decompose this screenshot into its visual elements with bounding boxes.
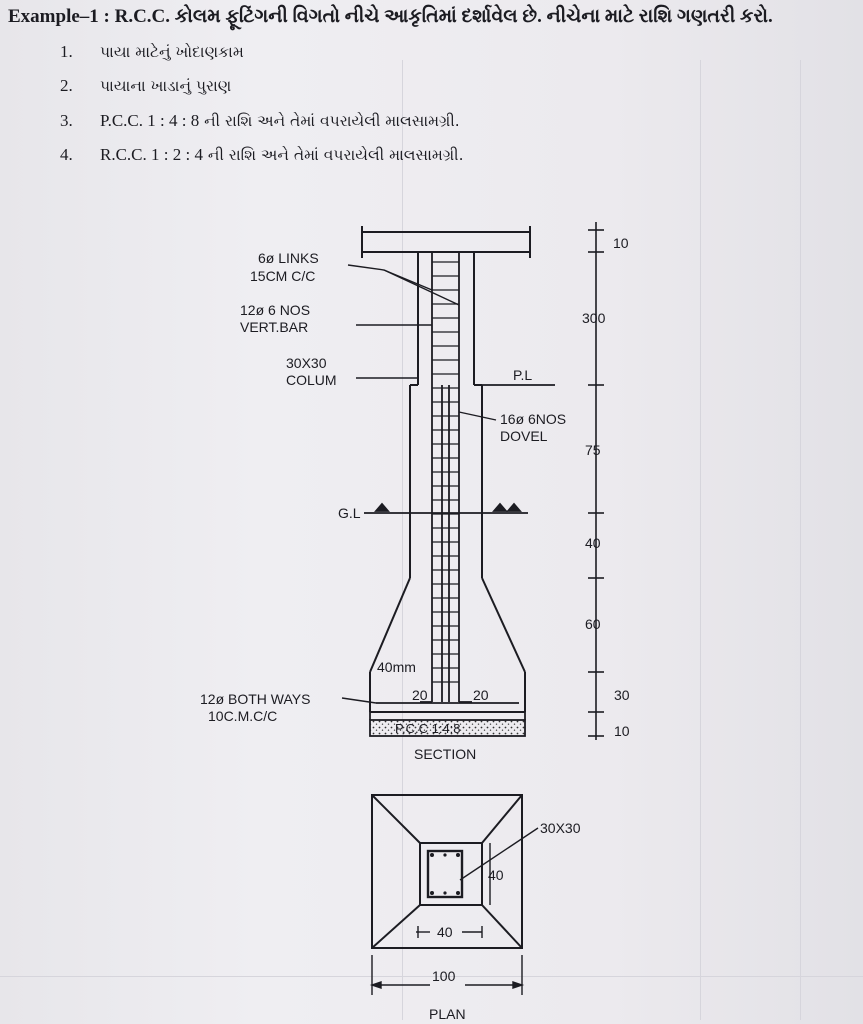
- offset-label-left: 20: [412, 687, 428, 703]
- task-number: 2.: [60, 76, 73, 95]
- pcc-label: P.C.C 1:4:8: [395, 721, 461, 736]
- dimension-value: 10: [614, 723, 630, 739]
- ground-level-line: [364, 504, 528, 513]
- mesh-label: 12ø BOTH WAYS: [200, 691, 311, 707]
- ground-level-label: G.L: [338, 505, 361, 521]
- column-links: [432, 262, 459, 682]
- column-size-label: 30X30: [286, 355, 327, 371]
- offset-label-right: 20: [473, 687, 489, 703]
- vertical-bar-label: 12ø 6 NOS: [240, 302, 311, 318]
- dowel-label-2: DOVEL: [500, 428, 548, 444]
- column-top-slab: [362, 226, 530, 258]
- task-number: 1.: [60, 42, 73, 61]
- column-outline: [370, 252, 525, 712]
- plan-dimension-40-vertical: 40: [488, 867, 504, 883]
- cover-label: 40mm: [377, 659, 416, 675]
- vertical-bar-label-2: VERT.BAR: [240, 319, 309, 335]
- vertical-bars: [432, 252, 459, 702]
- task-number: 3.: [60, 111, 73, 130]
- plan-column-bars: [430, 853, 460, 895]
- links-spacing-label: 15CM C/C: [250, 268, 316, 284]
- dimension-value: 10: [613, 235, 629, 251]
- task-text: પાયાના ખાડાનું પુરાણ: [100, 77, 232, 95]
- dimension-chain: [588, 222, 604, 740]
- dimension-value: 60: [585, 616, 601, 632]
- task-prefix: P.C.C. 1 : 4 : 8: [100, 111, 200, 130]
- plinth-level-label: P.L: [513, 367, 533, 383]
- links-label: 6ø LINKS: [258, 250, 319, 266]
- section-title: SECTION: [414, 746, 477, 762]
- dimension-value: 75: [585, 442, 601, 458]
- plan-title: PLAN: [429, 1006, 466, 1022]
- mesh-spacing-label: 10C.M.C/C: [208, 708, 278, 724]
- plan-column-label: 30X30: [540, 820, 581, 836]
- dowel-label: 16ø 6NOS: [500, 411, 567, 427]
- plan-dimension-40-horizontal: 40: [437, 924, 453, 940]
- task-text: ની રાશિ અને તેમાં વપરાયેલી માલસામગ્રી.: [202, 146, 464, 164]
- task-text: ની રાશિ અને તેમાં વપરાયેલી માલસામગ્રી.: [199, 112, 460, 130]
- dimension-value: 30: [614, 687, 630, 703]
- column-label: COLUM: [286, 372, 337, 388]
- dimension-value: 40: [585, 535, 601, 551]
- plan-dimension-100: 100: [432, 968, 456, 984]
- example-label: Example–1 :: [8, 6, 110, 27]
- task-prefix: R.C.C. 1 : 2 : 4: [100, 145, 203, 164]
- task-number: 4.: [60, 145, 73, 164]
- dimension-value: 300: [582, 310, 606, 326]
- task-text: પાયા માટેનું ખોદાણકામ: [100, 43, 244, 61]
- example-text: R.C.C. કોલમ ફૂટિંગની વિગતો નીચે આકૃતિમાં દર્શાવેલ છે. નીચેના માટે રાશિ ગણતરી કરો.: [114, 6, 773, 27]
